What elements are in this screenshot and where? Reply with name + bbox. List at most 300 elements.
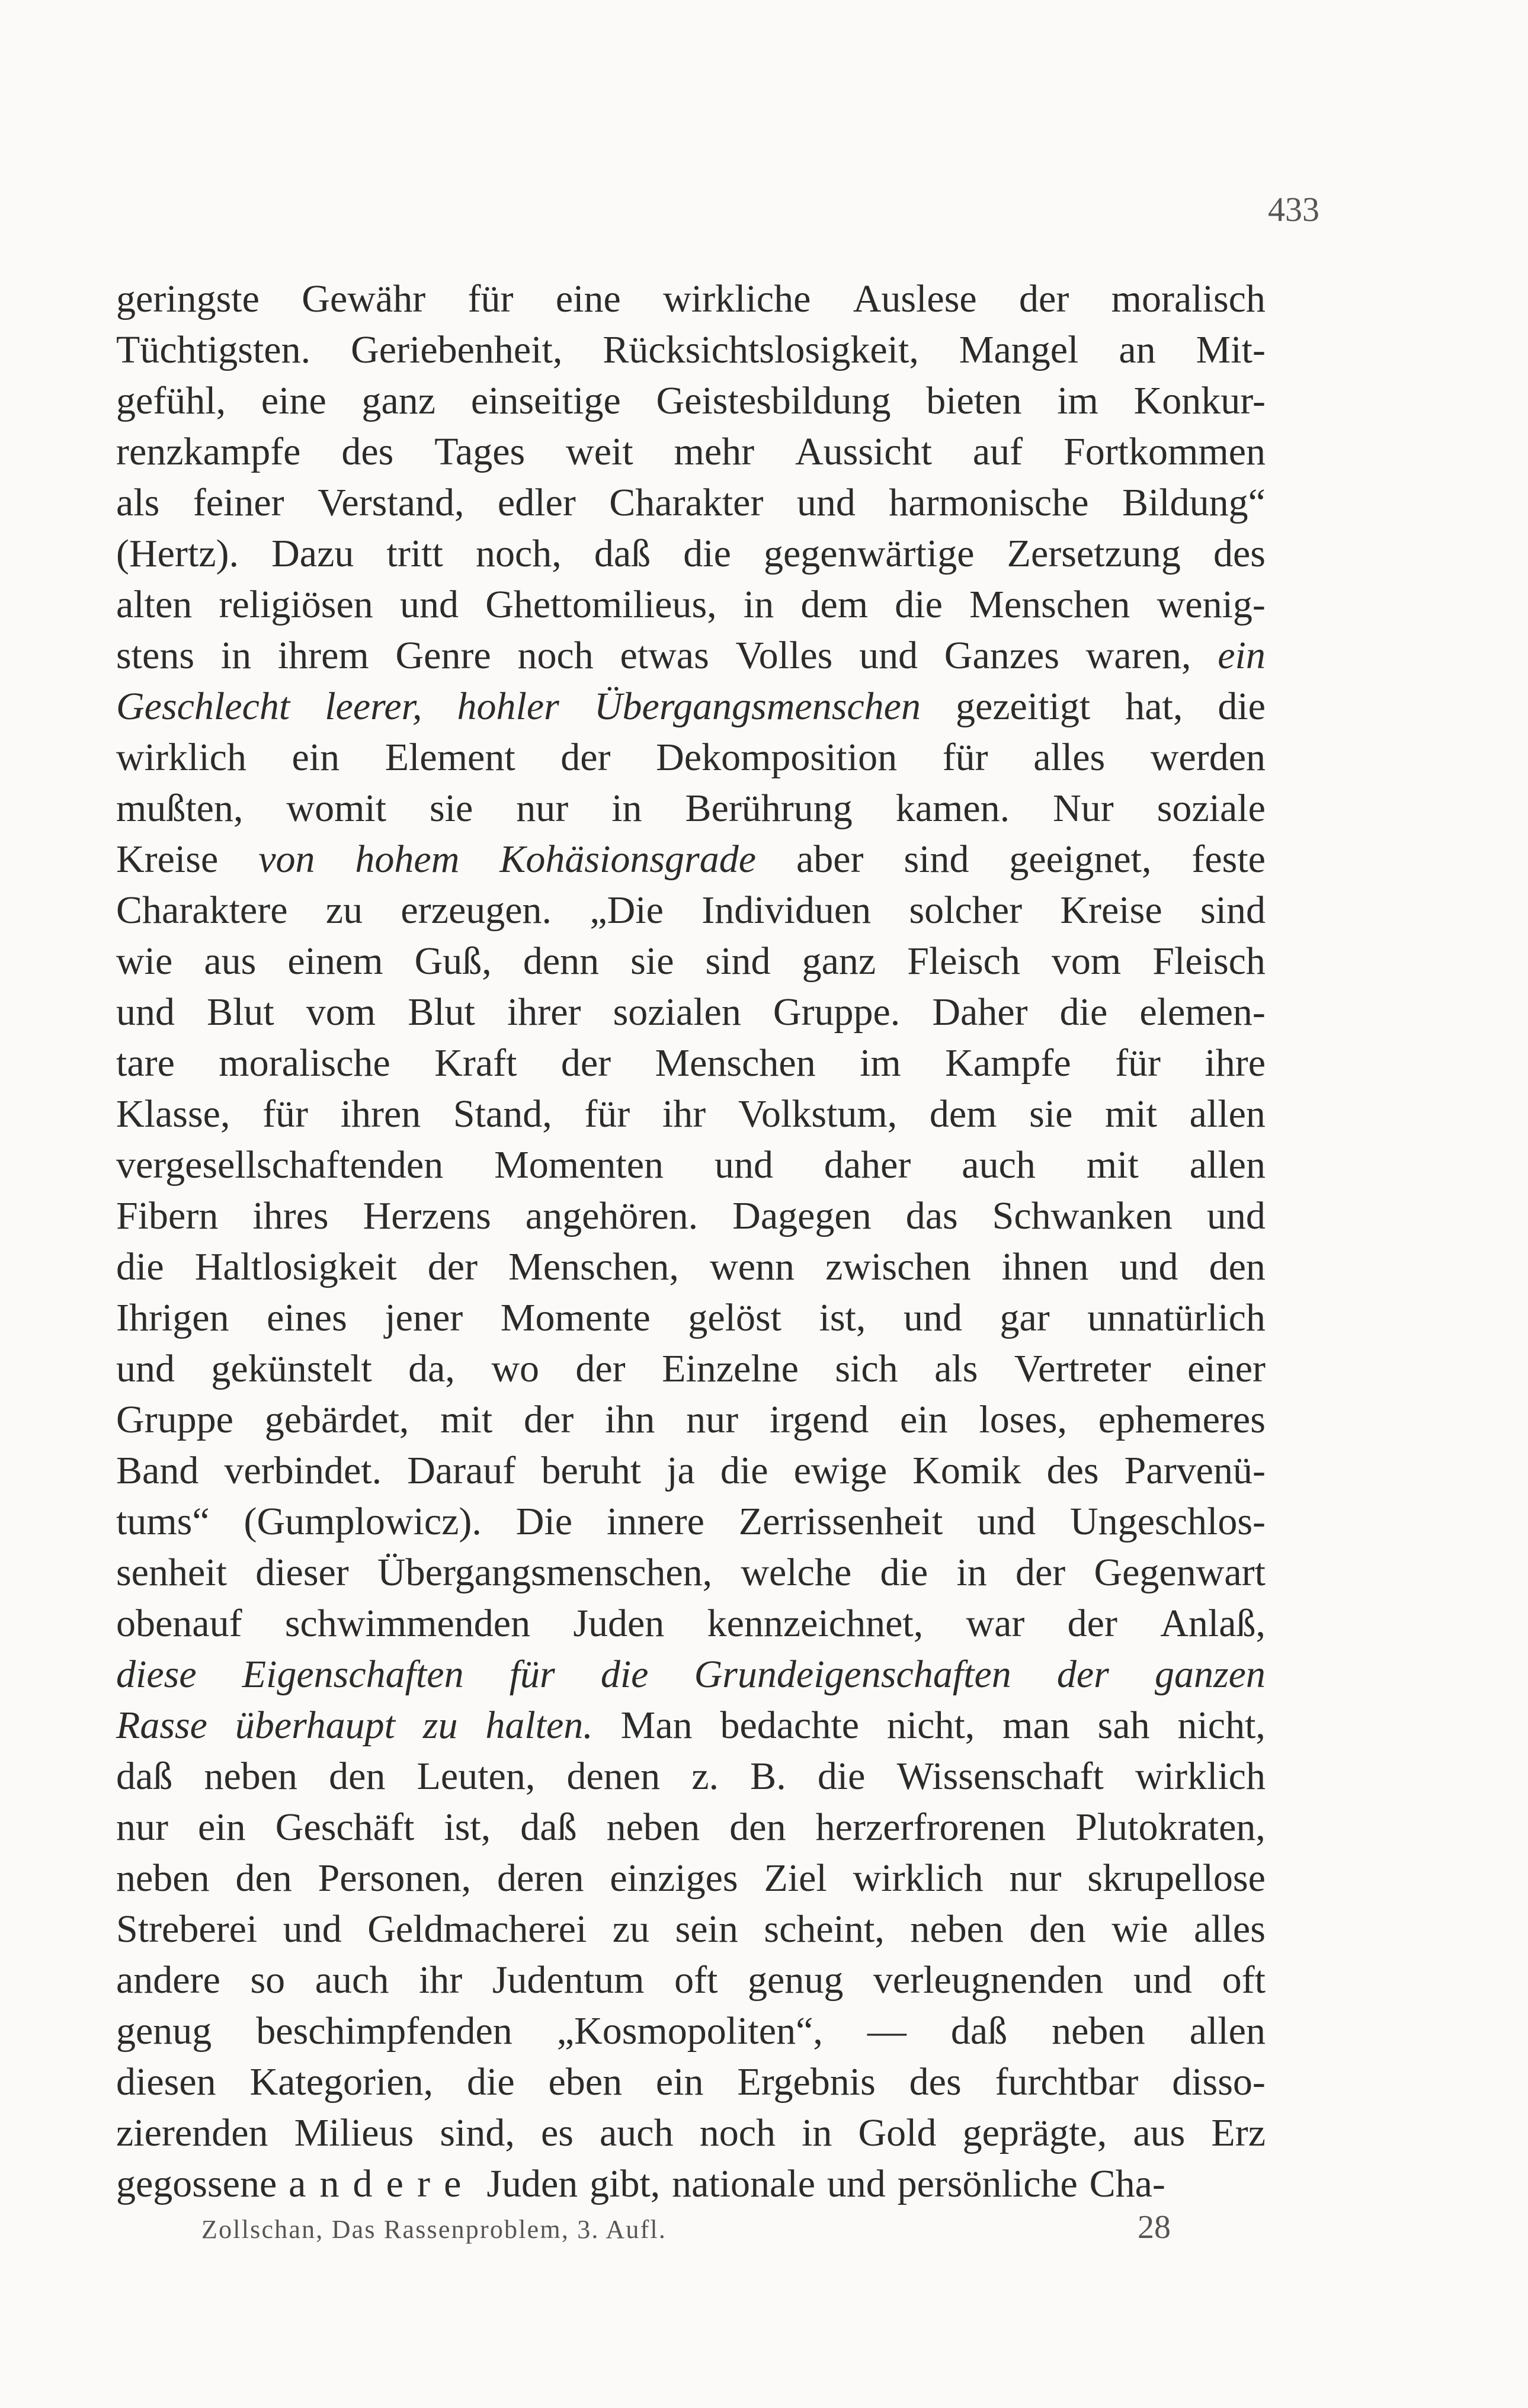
word: eben: [548, 2060, 623, 2104]
word: einziges: [610, 1856, 738, 1900]
text-line: [116, 325, 1266, 376]
word: vom: [1051, 940, 1122, 983]
word: geprägte,: [962, 2111, 1107, 2154]
word: nur: [686, 1398, 739, 1441]
word: hohler: [457, 685, 559, 728]
word: sich: [835, 1347, 898, 1390]
word: verbindet.: [224, 1449, 382, 1492]
word: nur: [116, 1806, 168, 1849]
word: der: [575, 1347, 626, 1390]
word: für: [1115, 1041, 1161, 1085]
word: Blut: [408, 990, 475, 1034]
word: die: [1218, 685, 1266, 728]
word: Individuen: [701, 889, 872, 932]
text-line: [116, 885, 1266, 936]
word: Volles: [735, 634, 833, 677]
word: innere: [606, 1500, 704, 1543]
word: Einzelne: [662, 1347, 799, 1390]
word: die: [720, 1449, 768, 1492]
word: irgend: [769, 1398, 869, 1441]
word: Ihrigen: [116, 1296, 229, 1339]
word: Zersetzung: [1007, 532, 1181, 575]
word: daß: [950, 2009, 1008, 2053]
word: den: [235, 1856, 292, 1900]
word: ein: [291, 736, 340, 779]
word: ist,: [444, 1806, 491, 1849]
word: auf: [972, 430, 1023, 473]
word: als: [934, 1347, 978, 1390]
word: tums“: [116, 1500, 210, 1543]
word: und: [796, 481, 856, 524]
word: Rasse: [116, 1704, 207, 1747]
word: sind: [904, 838, 969, 881]
word: ihr: [662, 1092, 706, 1136]
word: dem: [929, 1092, 997, 1136]
footer-signature: 28: [1138, 2209, 1171, 2246]
word: Daher: [932, 990, 1028, 1034]
word: Berührung: [685, 787, 853, 830]
word: ihres: [252, 1194, 329, 1237]
word: Kampfe: [945, 1041, 1071, 1085]
word: zu: [325, 889, 363, 932]
word: persönliche: [897, 2162, 1078, 2205]
word: man: [1002, 1704, 1070, 1747]
word: Geldmacherei: [367, 1907, 587, 1951]
text-line: [116, 274, 1266, 325]
word: Streberei: [116, 1907, 258, 1951]
word: senheit: [116, 1551, 227, 1594]
word: ganzen: [1154, 1653, 1266, 1696]
word: eine: [555, 277, 621, 320]
word: sie: [630, 940, 674, 983]
word: neben: [910, 1907, 1004, 1951]
word: Fleisch: [907, 940, 1020, 983]
word: Gruppe: [116, 1398, 233, 1441]
word: da,: [408, 1347, 455, 1390]
word: die: [895, 583, 943, 626]
word: Volkstum,: [738, 1092, 898, 1136]
word: war: [966, 1602, 1025, 1645]
word: der: [1067, 1602, 1117, 1645]
word: ihren: [340, 1092, 421, 1136]
word: die: [116, 1245, 164, 1288]
word: scheint,: [764, 1907, 885, 1951]
word: werden: [1150, 736, 1266, 779]
word: Übergangsmenschen: [594, 685, 921, 728]
word: alles: [1033, 736, 1106, 779]
word: einem: [287, 940, 383, 983]
word: kamen.: [895, 787, 1010, 830]
word: und: [903, 1296, 962, 1339]
word: für: [509, 1653, 555, 1696]
word: gebärdet,: [264, 1398, 409, 1441]
word: sah: [1097, 1704, 1150, 1747]
word: Auslese: [853, 277, 977, 320]
word: Juden: [573, 1602, 665, 1645]
word: Band: [116, 1449, 199, 1492]
word: ganz: [802, 940, 876, 983]
word: den: [1029, 1907, 1086, 1951]
word: geringste: [116, 277, 260, 320]
word: in: [802, 2111, 832, 2154]
word: aus: [204, 940, 257, 983]
word: Dagegen: [732, 1194, 872, 1237]
word: dieser: [255, 1551, 349, 1594]
word: aus: [1133, 2111, 1186, 2154]
word: andere: [116, 1958, 220, 2002]
word: daß: [116, 1755, 173, 1798]
word: sie: [430, 787, 473, 830]
text-line: [116, 2006, 1266, 2057]
text-line: [116, 1700, 1266, 1751]
word: noch: [517, 634, 594, 677]
word: für: [584, 1092, 630, 1136]
word: weit: [566, 430, 633, 473]
word: kennzeichnet,: [707, 1602, 924, 1645]
word: den: [1209, 1245, 1266, 1288]
word: tare: [116, 1041, 175, 1085]
word: das: [905, 1194, 958, 1237]
word: Guß,: [414, 940, 492, 983]
word: oft: [674, 1958, 718, 2002]
word: bieten: [926, 379, 1022, 422]
word: womit: [286, 787, 387, 830]
word: ja: [667, 1449, 695, 1492]
word: für: [467, 277, 514, 320]
word: ein: [900, 1398, 948, 1441]
word: des: [1213, 532, 1266, 575]
word: zu: [612, 1907, 650, 1951]
word: Erz: [1211, 2111, 1266, 2154]
word: mit: [440, 1398, 493, 1441]
text-line: [116, 1853, 1266, 1904]
word: ihr: [418, 1958, 463, 2002]
word: welche: [741, 1551, 852, 1594]
word: der: [427, 1245, 478, 1288]
word: obenauf: [116, 1602, 242, 1645]
page-footer: [201, 2208, 1171, 2246]
word: den: [729, 1806, 786, 1849]
word: ihrer: [507, 990, 581, 1034]
word: genug: [748, 1958, 844, 2002]
word: dem: [800, 583, 869, 626]
word: Bildung“: [1122, 481, 1266, 524]
word: Die: [515, 1500, 573, 1543]
word: disso-: [1172, 2060, 1266, 2104]
word: nationale: [672, 2162, 815, 2205]
word: und: [1119, 1245, 1178, 1288]
word: als: [116, 481, 160, 524]
word: des: [1046, 1449, 1099, 1492]
word: herzerfrorenen: [815, 1806, 1046, 1849]
word: Mit-: [1196, 328, 1266, 371]
text-line: [116, 477, 1266, 528]
word: hohem: [355, 838, 460, 881]
word: Haltlosigkeit: [194, 1245, 397, 1288]
word: sind: [1200, 889, 1266, 932]
word: wirkliche: [663, 277, 811, 320]
text-line: [116, 1802, 1266, 1853]
word: bedachte: [720, 1704, 859, 1747]
word: wenn: [710, 1245, 795, 1288]
word: Anlaß,: [1160, 1602, 1266, 1645]
word: Verstand,: [318, 481, 465, 524]
word: genug: [116, 2009, 212, 2053]
footer-reference: Zollschan, Das Rassenproblem, 3. Aufl.: [201, 2215, 667, 2244]
word: gar: [1000, 1296, 1050, 1339]
word: ein: [198, 1806, 246, 1849]
word: (Gumplowicz).: [244, 1500, 482, 1543]
word: neben: [116, 1856, 210, 1900]
word: auch: [600, 2111, 674, 2154]
word: sozialen: [613, 990, 741, 1034]
word: ein: [1218, 634, 1266, 677]
word: leerer,: [325, 685, 422, 728]
word: und: [859, 634, 918, 677]
word: Milieus: [294, 2111, 414, 2154]
word: Grundeigenschaften: [694, 1653, 1011, 1696]
word: Vertreter: [1014, 1347, 1151, 1390]
word: Element: [385, 736, 515, 779]
word: alles: [1193, 1907, 1266, 1951]
word: etwas: [620, 634, 709, 677]
text-line: [116, 1547, 1266, 1598]
word: ihn: [605, 1398, 655, 1441]
text-line: [116, 732, 1266, 783]
text-line: [116, 528, 1266, 579]
text-line: [116, 1394, 1266, 1445]
word: und: [399, 583, 459, 626]
word: Fibern: [116, 1194, 219, 1237]
word: für: [262, 1092, 309, 1136]
word: „Die: [590, 889, 664, 932]
word: in: [611, 787, 642, 830]
word: Klasse,: [116, 1092, 230, 1136]
word: halten.: [485, 1704, 593, 1747]
text-line: [116, 936, 1266, 987]
word: wirklich: [1135, 1755, 1266, 1798]
word: wie: [1111, 1907, 1168, 1951]
word: Übergangsmenschen,: [377, 1551, 713, 1594]
word: ihrem: [277, 634, 369, 677]
word: feiner: [193, 481, 284, 524]
word: daher: [824, 1143, 911, 1187]
word: Gruppe.: [773, 990, 901, 1034]
word: auch: [315, 1958, 389, 2002]
word: Ergebnis: [737, 2060, 876, 2104]
word: ewige: [793, 1449, 888, 1492]
word: ist,: [819, 1296, 866, 1339]
word: Fleisch: [1152, 940, 1266, 983]
word: die: [683, 532, 731, 575]
word: Menschen: [969, 583, 1130, 626]
word: Ziel: [764, 1856, 827, 1900]
word: und: [714, 1143, 773, 1187]
word: vergesellschaftenden: [116, 1143, 444, 1187]
word: Plutokraten,: [1075, 1806, 1266, 1849]
word: des: [909, 2060, 962, 2104]
word: es: [540, 2111, 574, 2154]
word: die: [1059, 990, 1108, 1034]
word: für: [942, 736, 988, 779]
word: Schwanken: [992, 1194, 1173, 1237]
word: verleugnenden: [873, 1958, 1104, 2002]
word: der: [1019, 277, 1069, 320]
word: Kraft: [434, 1041, 517, 1085]
word: elemen-: [1139, 990, 1266, 1034]
text-line: [116, 1955, 1266, 2006]
text-line: [116, 1904, 1266, 1955]
word: Geschäft: [275, 1806, 415, 1849]
word: Kategorien,: [249, 2060, 434, 2104]
word: erzeugen.: [401, 889, 552, 932]
word: alten: [116, 583, 193, 626]
word: zierenden: [116, 2111, 268, 2154]
word: deren: [496, 1856, 584, 1900]
word: zu: [422, 1704, 458, 1747]
text-line: [116, 987, 1266, 1038]
word: edler: [497, 481, 576, 524]
text-line: [116, 1140, 1266, 1191]
word: allen: [1189, 1092, 1266, 1136]
word: noch: [699, 2111, 776, 2154]
text-line: [116, 1598, 1266, 1649]
word: Komik: [912, 1449, 1021, 1492]
word: der: [560, 736, 611, 779]
word: Leuten,: [417, 1755, 536, 1798]
word: harmonische: [889, 481, 1089, 524]
text-line: [116, 1649, 1266, 1700]
word: oft: [1222, 1958, 1266, 2002]
word: Momente: [500, 1296, 651, 1339]
word: soziale: [1157, 787, 1266, 830]
word: nur: [516, 787, 569, 830]
word: Nur: [1053, 787, 1114, 830]
word: und: [116, 1347, 175, 1390]
word: beruht: [541, 1449, 642, 1492]
word: jener: [385, 1296, 463, 1339]
word: noch,: [475, 532, 562, 575]
word: Zerrissenheit: [738, 1500, 943, 1543]
word: nicht,: [886, 1704, 975, 1747]
word: geeignet,: [1009, 838, 1152, 881]
word: einer: [1187, 1347, 1266, 1390]
word: unnatürlich: [1087, 1296, 1266, 1339]
word: wirklich: [853, 1856, 984, 1900]
word: den: [329, 1755, 386, 1798]
word: feste: [1191, 838, 1266, 881]
word: vom: [306, 990, 376, 1034]
word: wirklich: [116, 736, 246, 779]
word: die: [600, 1653, 649, 1696]
text-line: [116, 1344, 1266, 1394]
word: Momenten: [494, 1143, 664, 1187]
word: und: [116, 990, 175, 1034]
word: andere: [289, 2162, 475, 2205]
text-line: [116, 630, 1266, 681]
word: religiösen: [219, 583, 373, 626]
word: gefühl,: [116, 379, 226, 422]
word: eines: [267, 1296, 347, 1339]
word: in: [743, 583, 774, 626]
word: und: [283, 1907, 342, 1951]
word: moralische: [219, 1041, 390, 1085]
text-line: [116, 2057, 1266, 2108]
text-line: [116, 834, 1266, 885]
word: moralisch: [1111, 277, 1266, 320]
word: Judentum: [492, 1958, 645, 2002]
text-line: [116, 1751, 1266, 1802]
word: der: [1015, 1551, 1066, 1594]
word: allen: [1189, 2009, 1266, 2053]
word: Blut: [207, 990, 274, 1034]
word: gegenwärtige: [764, 532, 975, 575]
word: stens: [116, 634, 194, 677]
text-line: [116, 376, 1266, 427]
word: renzkampfe: [116, 430, 301, 473]
word: der: [560, 1041, 611, 1085]
word: z.: [691, 1755, 719, 1798]
word: „Kosmopoliten“,: [556, 2009, 823, 2053]
word: Geriebenheit,: [351, 328, 563, 371]
word: diese: [116, 1653, 197, 1696]
word: daß: [594, 532, 651, 575]
word: Wissenschaft: [896, 1755, 1104, 1798]
word: sind: [705, 940, 771, 983]
word: wo: [491, 1347, 539, 1390]
word: nicht,: [1177, 1704, 1266, 1747]
word: aber: [796, 838, 864, 881]
text-line: [116, 783, 1266, 834]
word: gibt,: [590, 2162, 661, 2205]
word: allen: [1189, 1143, 1266, 1187]
text-line: [116, 1089, 1266, 1140]
word: loses,: [979, 1398, 1067, 1441]
word: Darauf: [407, 1449, 516, 1492]
word: waren,: [1085, 634, 1191, 677]
word: Cha-: [1089, 2162, 1165, 2205]
word: skrupellose: [1087, 1856, 1266, 1900]
word: sein: [675, 1907, 738, 1951]
word: überhaupt: [235, 1704, 395, 1747]
word: Tages: [434, 430, 526, 473]
word: in: [220, 634, 252, 677]
word: denen: [566, 1755, 661, 1798]
word: sind,: [440, 2111, 515, 2154]
word: Gewähr: [302, 277, 426, 320]
word: beschimpfenden: [256, 2009, 512, 2053]
word: Kohäsionsgrade: [499, 838, 757, 881]
word: Parvenü-: [1124, 1449, 1266, 1492]
word: neben: [1052, 2009, 1145, 2053]
text-line: [116, 579, 1266, 630]
word: neben: [204, 1755, 298, 1798]
word: mit: [1086, 1143, 1139, 1187]
word: von: [258, 838, 315, 881]
word: Charakter: [609, 481, 764, 524]
word: ephemeres: [1098, 1398, 1266, 1441]
word: Geschlecht: [116, 685, 290, 728]
word: Dazu: [271, 532, 354, 575]
word: Kreise: [116, 838, 219, 881]
word: der: [1056, 1653, 1109, 1696]
word: in: [956, 1551, 987, 1594]
word: Eigenschaften: [242, 1653, 464, 1696]
word: Ghettomilieus,: [485, 583, 717, 626]
text-line: [116, 1496, 1266, 1547]
word: Fortkommen: [1063, 430, 1266, 473]
word: Mangel: [959, 328, 1079, 371]
